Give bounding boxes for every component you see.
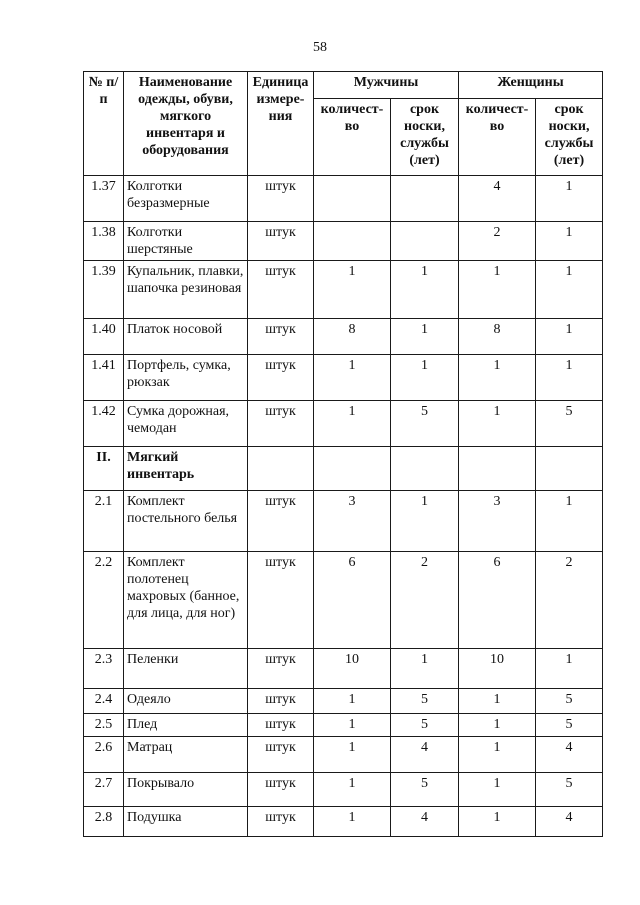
men-term	[391, 447, 459, 491]
unit: штук	[248, 401, 314, 447]
header-name: Наименование одежды, обуви, мягкого инвентаря и оборудования	[124, 72, 248, 176]
women-term: 1	[536, 176, 603, 222]
table-row	[84, 401, 603, 447]
women-quantity: 1	[459, 355, 536, 401]
item-name: Плед	[124, 714, 248, 737]
header-unit: Единица измере-ния	[248, 72, 314, 176]
men-term: 5	[391, 401, 459, 447]
women-quantity: 8	[459, 319, 536, 355]
item-name: Покрывало	[124, 773, 248, 807]
men-quantity: 1	[314, 689, 391, 714]
item-name: Подушка	[124, 807, 248, 837]
men-quantity: 1	[314, 261, 391, 319]
women-term: 4	[536, 807, 603, 837]
table-row	[84, 552, 603, 649]
table-row	[84, 491, 603, 552]
table-row	[84, 714, 603, 737]
women-term	[536, 447, 603, 491]
unit: штук	[248, 649, 314, 689]
table-row	[84, 649, 603, 689]
women-term: 1	[536, 222, 603, 261]
table-row	[84, 319, 603, 355]
clothing-norms-table	[83, 71, 603, 837]
table-header	[84, 72, 603, 176]
unit: штук	[248, 261, 314, 319]
women-term: 2	[536, 552, 603, 649]
women-term: 1	[536, 491, 603, 552]
women-quantity: 6	[459, 552, 536, 649]
table-row	[84, 222, 603, 261]
row-num: 1.39	[84, 261, 124, 319]
item-name: Колготки шерстяные	[124, 222, 248, 261]
unit	[248, 447, 314, 491]
item-name: Купальник, плавки, шапочка резиновая	[124, 261, 248, 319]
table-body	[84, 176, 603, 837]
unit: штук	[248, 222, 314, 261]
unit: штук	[248, 552, 314, 649]
table-row	[84, 176, 603, 222]
item-name: Сумка дорожная, чемодан	[124, 401, 248, 447]
women-quantity: 1	[459, 737, 536, 773]
women-quantity: 1	[459, 714, 536, 737]
row-num: 1.38	[84, 222, 124, 261]
women-quantity: 4	[459, 176, 536, 222]
men-quantity: 1	[314, 401, 391, 447]
header-women: Женщины	[459, 72, 603, 99]
women-term: 1	[536, 649, 603, 689]
table-row	[84, 773, 603, 807]
women-term: 5	[536, 773, 603, 807]
table-row	[84, 689, 603, 714]
header-men: Мужчины	[314, 72, 459, 99]
item-name: Мягкий инвентарь	[124, 447, 248, 491]
row-num: II.	[84, 447, 124, 491]
men-term: 1	[391, 261, 459, 319]
unit: штук	[248, 737, 314, 773]
women-quantity: 2	[459, 222, 536, 261]
item-name: Комплект постельного белья	[124, 491, 248, 552]
item-name: Одеяло	[124, 689, 248, 714]
men-quantity: 1	[314, 807, 391, 837]
men-quantity: 1	[314, 355, 391, 401]
women-term: 5	[536, 689, 603, 714]
unit: штук	[248, 319, 314, 355]
men-term: 4	[391, 737, 459, 773]
row-num: 1.42	[84, 401, 124, 447]
header-women-term: срок носки, службы (лет)	[536, 99, 603, 176]
unit: штук	[248, 714, 314, 737]
women-quantity: 1	[459, 807, 536, 837]
table-row	[84, 261, 603, 319]
row-num: 2.6	[84, 737, 124, 773]
page-number: 58	[313, 40, 327, 55]
item-name: Матрац	[124, 737, 248, 773]
table-row	[84, 355, 603, 401]
row-num: 2.2	[84, 552, 124, 649]
women-term: 4	[536, 737, 603, 773]
men-term: 1	[391, 355, 459, 401]
men-quantity: 10	[314, 649, 391, 689]
men-quantity	[314, 176, 391, 222]
men-term: 1	[391, 319, 459, 355]
item-name: Пеленки	[124, 649, 248, 689]
men-quantity: 8	[314, 319, 391, 355]
women-quantity: 1	[459, 689, 536, 714]
men-quantity	[314, 222, 391, 261]
unit: штук	[248, 689, 314, 714]
men-term: 2	[391, 552, 459, 649]
women-quantity: 10	[459, 649, 536, 689]
men-term: 5	[391, 714, 459, 737]
unit: штук	[248, 491, 314, 552]
men-term	[391, 176, 459, 222]
men-quantity: 3	[314, 491, 391, 552]
row-num: 2.8	[84, 807, 124, 837]
header-women-qty: количест-во	[459, 99, 536, 176]
men-quantity: 1	[314, 714, 391, 737]
men-quantity: 1	[314, 773, 391, 807]
unit: штук	[248, 807, 314, 837]
unit: штук	[248, 355, 314, 401]
men-term: 5	[391, 773, 459, 807]
item-name: Колготки безразмерные	[124, 176, 248, 222]
table-row	[84, 737, 603, 773]
header-men-term: срок носки, службы (лет)	[391, 99, 459, 176]
women-quantity: 1	[459, 401, 536, 447]
unit: штук	[248, 176, 314, 222]
row-num: 2.4	[84, 689, 124, 714]
women-quantity: 3	[459, 491, 536, 552]
men-term: 5	[391, 689, 459, 714]
women-term: 5	[536, 401, 603, 447]
men-quantity: 1	[314, 737, 391, 773]
item-name: Платок носовой	[124, 319, 248, 355]
women-term: 1	[536, 261, 603, 319]
row-num: 2.5	[84, 714, 124, 737]
men-term: 1	[391, 649, 459, 689]
table-row	[84, 807, 603, 837]
women-quantity: 1	[459, 261, 536, 319]
header-num: № п/п	[84, 72, 124, 176]
header-men-qty: количест-во	[314, 99, 391, 176]
women-term: 1	[536, 319, 603, 355]
women-term: 1	[536, 355, 603, 401]
unit: штук	[248, 773, 314, 807]
row-num: 2.1	[84, 491, 124, 552]
item-name: Портфель, сумка, рюкзак	[124, 355, 248, 401]
row-num: 2.7	[84, 773, 124, 807]
women-quantity	[459, 447, 536, 491]
item-name: Комплект полотенец махровых (банное, для лица, для ног)	[124, 552, 248, 649]
table-row	[84, 447, 603, 491]
men-term: 4	[391, 807, 459, 837]
men-quantity	[314, 447, 391, 491]
women-term: 5	[536, 714, 603, 737]
row-num: 2.3	[84, 649, 124, 689]
women-quantity: 1	[459, 773, 536, 807]
row-num: 1.37	[84, 176, 124, 222]
row-num: 1.40	[84, 319, 124, 355]
men-term	[391, 222, 459, 261]
men-quantity: 6	[314, 552, 391, 649]
men-term: 1	[391, 491, 459, 552]
row-num: 1.41	[84, 355, 124, 401]
